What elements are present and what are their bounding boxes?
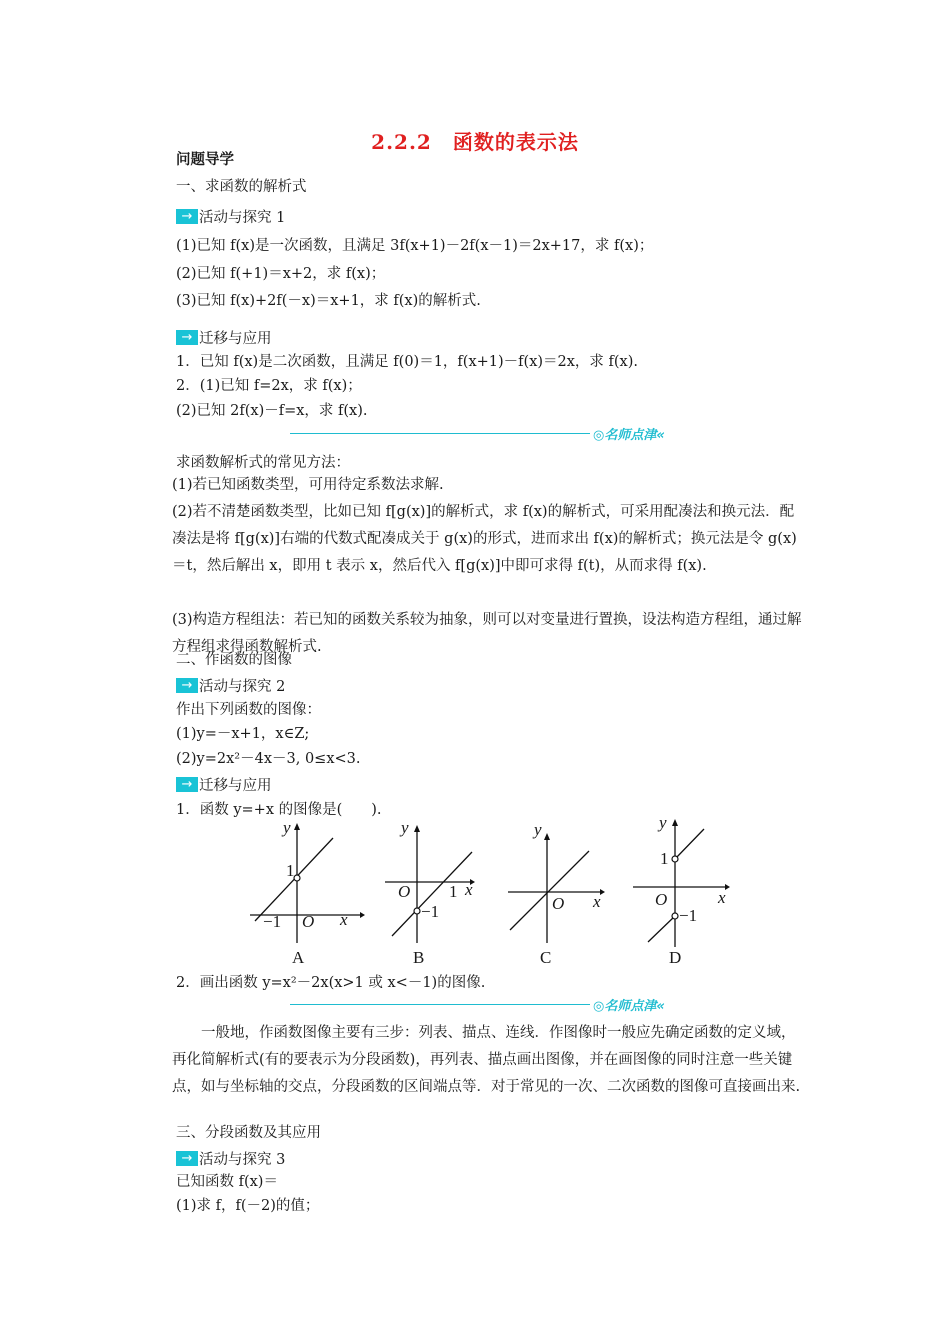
- graph-a-letter: A: [292, 948, 305, 967]
- graph-d-letter: D: [669, 948, 682, 967]
- activity-1-item-2: (2)已知 f(+1)＝x+2，求 f(x)；: [176, 266, 386, 282]
- arrow-icon: →: [176, 209, 198, 224]
- graph-a-label-x: x: [340, 910, 348, 929]
- graph-a-label-y: y: [283, 818, 291, 837]
- graph-b-label-1: 1: [449, 882, 458, 901]
- activity-1-item-1: (1)已知 f(x)是一次函数，且满足 3f(x+1)－2f(x－1)＝2x+17，求 f(x)；: [176, 238, 654, 254]
- section-header: 问题导学: [176, 151, 234, 168]
- graph-c-label-y: y: [534, 820, 542, 839]
- graph-a-label-1: 1: [286, 861, 295, 880]
- part1-heading: 一、求函数的解析式: [176, 179, 307, 195]
- summary-1-para-3: (3)构造方程组法：若已知的函数关系较为抽象，则可以对变量进行置换，设法构造方程组，通过解方程组求得函数解析式.: [172, 612, 802, 655]
- graph-d-label-y: y: [659, 813, 667, 832]
- graph-b-label-y: y: [401, 818, 409, 837]
- divider: [290, 1004, 590, 1005]
- graph-c-label-x: x: [593, 892, 601, 911]
- transfer-1-item-2: 2．(1)已知 f=2x，求 f(x)；: [176, 378, 362, 394]
- graph-b-label-neg1: −1: [421, 902, 440, 921]
- summary-1-para-1: (1)若已知函数类型，可用待定系数法求解.: [172, 477, 444, 493]
- activity-3-item-1: 已知函数 f(x)＝: [176, 1174, 278, 1190]
- part2-heading: 二、作函数的图像: [176, 652, 292, 668]
- arrow-icon: →: [176, 678, 198, 693]
- graph-d-label-1: 1: [660, 849, 669, 868]
- transfer-1-item-1: 1．已知 f(x)是二次函数，且满足 f(0)＝1，f(x+1)－f(x)＝2x，求 f(x).: [176, 354, 639, 370]
- divider: [290, 433, 590, 434]
- part3-heading: 三、分段函数及其应用: [176, 1125, 321, 1141]
- transfer-2-tag: [176, 774, 272, 795]
- transfer-1-tag: [176, 327, 272, 348]
- graph-c-letter: C: [540, 948, 552, 967]
- activity-1-tag: [176, 206, 285, 227]
- summary-1-para-2: (2)若不清楚函数类型，比如已知 f[g(x)]的解析式，求 f(x)的解析式，可采用配凑法和换元法．配凑法是将 f[g(x)]右端的代数式配凑成关于 g(x)的形式，进而求出 f(x)的解析式；换元法是令 g(x)＝t，然后解出 x，即用 t 表示 x，然后代入 f[g(x)]中即可求得 f(t)，从而求得 f(x).: [172, 504, 797, 574]
- activity-2-item-2: (2)y=2x²－4x－3, 0≤x<3.: [176, 751, 361, 767]
- graph-b-label-x: x: [465, 880, 473, 899]
- arrow-icon: →: [176, 330, 198, 345]
- page-title: 2.2.2 函数的表示法: [371, 130, 579, 154]
- question-2: 2．画出函数 y=x²－2x(x>1 或 x<－1)的图像.: [176, 975, 486, 991]
- graph-b-letter: B: [413, 948, 425, 967]
- activity-3-label: 活动与探究 3: [199, 1152, 286, 1168]
- activity-1-item-3: (3)已知 f(x)+2f(－x)＝x+1，求 f(x)的解析式.: [176, 293, 481, 309]
- seal-2: ◎名师点津«: [593, 999, 665, 1014]
- graph-d-label-x: x: [718, 888, 726, 907]
- graph-a-label-neg1: −1: [263, 912, 282, 931]
- question-1: 1．函数 y=+x 的图像是( ).: [176, 802, 382, 818]
- graph-d-label-o: O: [655, 890, 668, 909]
- graph-c-label-o: O: [552, 894, 565, 913]
- arrow-icon: →: [176, 777, 198, 792]
- activity-2-label: 活动与探究 2: [199, 679, 286, 695]
- summary-1-title: 求函数解析式的常见方法：: [176, 455, 350, 471]
- activity-3-item-2: (1)求 f，f(－2)的值；: [176, 1198, 320, 1214]
- summary-2-para: 一般地，作函数图像主要有三步：列表、描点、连线．作图像时一般应先确定函数的定义域，再化简解析式(有的要表示为分段函数)，再列表、描点画出图像，并在画图像的同时注意一些关键点，如与坐标轴的交点，分段函数的区间端点等．对于常见的一次、二次函数的图像可直接画出来.: [172, 1025, 801, 1095]
- arrow-icon: →: [176, 1151, 198, 1166]
- transfer-1-label: 迁移与应用: [199, 331, 272, 347]
- transfer-2-label: 迁移与应用: [199, 778, 272, 794]
- graph-c: [505, 818, 610, 943]
- transfer-1-item-3: (2)已知 2f(x)－f=x，求 f(x).: [176, 403, 368, 419]
- activity-2-intro: 作出下列函数的图像：: [176, 702, 321, 718]
- seal-2-text: 名师点津: [604, 999, 657, 1014]
- seal-1: ◎名师点津«: [593, 428, 665, 443]
- activity-2-tag: [176, 675, 285, 696]
- activity-1-label: 活动与探究 1: [199, 210, 286, 226]
- graph-b-label-o: O: [398, 882, 411, 901]
- graph-d: [630, 812, 740, 947]
- graph-a-label-o: O: [302, 912, 315, 931]
- graph-d-label-neg1: −1: [679, 906, 698, 925]
- seal-1-text: 名师点津: [604, 428, 657, 443]
- activity-2-item-1: (1)y=－x+1，x∈Z;: [176, 726, 310, 742]
- activity-3-tag: [176, 1148, 285, 1169]
